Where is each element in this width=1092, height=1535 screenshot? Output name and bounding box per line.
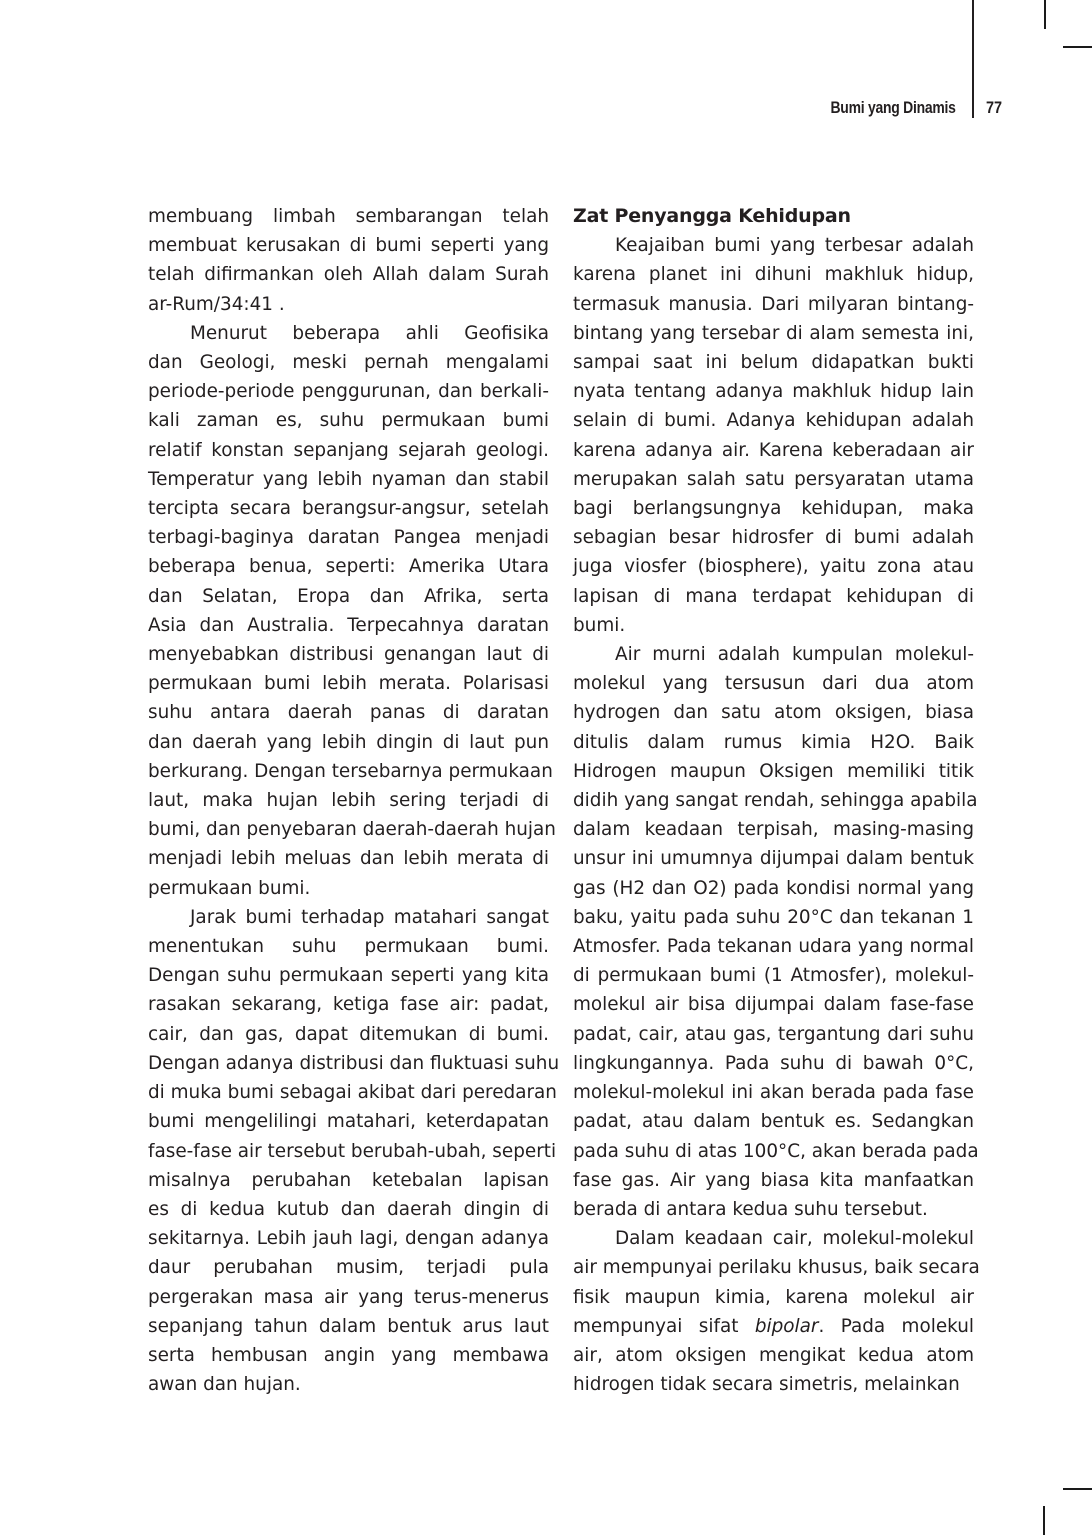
right-column <box>573 202 980 1399</box>
paragraph <box>148 903 560 1399</box>
text-line: Menurut beberapa ahli Geofisika <box>190 322 549 344</box>
text-line: berada di antara kedua suhu tersebut. <box>573 1198 928 1220</box>
text-line: sekitarnya. Lebih jauh lagi, dengan adanya <box>148 1228 549 1250</box>
text-line: relatif konstan sepanjang sejarah geologi. <box>148 439 549 461</box>
text-line: daur perubahan musim, terjadi pula <box>148 1257 549 1279</box>
running-header <box>0 96 1092 126</box>
left-column <box>148 202 560 1399</box>
text-line: Asia dan Australia. Terpecahnya daratan <box>148 614 549 636</box>
text-line: nyata tentang adanya makhluk hidup lain <box>573 381 974 403</box>
text-line: menyebabkan distribusi genangan laut di <box>148 644 549 666</box>
text-line: menentukan suhu permukaan bumi. <box>148 936 549 958</box>
text-line: hydrogen dan satu atom oksigen, biasa <box>573 702 974 724</box>
text-line: dalam keadaan terpisah, masing-masing <box>573 819 974 841</box>
text-line: mempunyai sifat bipolar. Pada molekul <box>573 1315 974 1337</box>
text-line: sebagian besar hidrosfer di bumi adalah <box>573 527 974 549</box>
text-line: hidrogen tidak secara simetris, melainkan <box>573 1374 960 1396</box>
running-title: Bumi yang Dinamis <box>830 98 956 117</box>
text-line: karena adanya air. Karena keberadaan air <box>573 439 974 461</box>
text-line: merupakan salah satu persyaratan utama <box>573 468 974 490</box>
text-line: di muka bumi sebagai akibat dari peredaran <box>148 1082 557 1104</box>
text-line: serta hembusan angin yang membawa <box>148 1344 549 1366</box>
text-line: sepanjang tahun dalam bentuk arus laut <box>148 1315 549 1337</box>
crop-mark-top-horizontal <box>1063 46 1092 48</box>
italic-term: bipolar <box>754 1315 819 1337</box>
text-line: kali zaman es, suhu permukaan bumi <box>148 410 549 432</box>
text-line: terbagi-baginya daratan Pangea menjadi <box>148 527 549 549</box>
section-heading: Zat Penyangga Kehidupan <box>573 205 851 227</box>
text-line: padat, atau dalam bentuk es. Sedangkan <box>573 1111 974 1133</box>
text-line: air, atom oksigen mengikat kedua atom <box>573 1344 974 1366</box>
text-line: pergerakan masa air yang terus-menerus <box>148 1286 549 1308</box>
text-line: Keajaiban bumi yang terbesar adalah <box>615 235 974 257</box>
text-line: dan Selatan, Eropa dan Afrika, serta <box>148 585 549 607</box>
text-line: sampai saat ini belum didapatkan bukti <box>573 352 974 374</box>
text-line: laut, maka hujan lebih sering terjadi di <box>148 790 549 812</box>
text-line: pada suhu di atas 100°C, akan berada pada <box>573 1140 979 1162</box>
text-line: di permukaan bumi (1 Atmosfer), molekul- <box>573 965 974 987</box>
text-line: periode-periode penggurunan, dan berkali- <box>148 381 549 403</box>
text-line: didih yang sangat rendah, sehingga apabila <box>573 790 978 812</box>
paragraph <box>573 640 979 1224</box>
text-line: membuat kerusakan di bumi seperti yang <box>148 235 549 257</box>
text-line: tercipta secara berangsur-angsur, setelah <box>148 498 549 520</box>
text-line: awan dan hujan. <box>148 1374 301 1396</box>
text-line: bagi berlangsungnya kehidupan, maka <box>573 498 974 520</box>
text-line: baku, yaitu pada suhu 20°C dan tekanan 1 <box>573 906 974 928</box>
text-line: Dengan adanya distribusi dan fluktuasi suhu <box>148 1052 560 1074</box>
text-line: Hidrogen maupun Oksigen memiliki titik <box>573 760 974 782</box>
text-line: lapisan di mana terdapat kehidupan di <box>573 585 974 607</box>
text-line: fisik maupun kimia, karena molekul air <box>573 1286 974 1308</box>
text-line: gas (H2 dan O2) pada kondisi normal yang <box>573 877 974 899</box>
paragraph <box>148 202 549 319</box>
text-line: telah difirmankan oleh Allah dalam Surah <box>148 264 549 286</box>
text-line: molekul air bisa dijumpai dalam fase-fase <box>573 994 974 1016</box>
crop-mark-bottom-horizontal <box>1063 1488 1092 1490</box>
text-line: membuang limbah sembarangan telah <box>148 206 549 227</box>
text-line: berkurang. Dengan tersebarnya permukaan <box>148 760 553 782</box>
text-line: fase gas. Air yang biasa kita manfaatkan <box>573 1169 974 1191</box>
text-line: bumi. <box>573 614 626 636</box>
text-line: Jarak bumi terhadap matahari sangat <box>190 906 549 928</box>
text-line: menjadi lebih meluas dan lebih merata di <box>148 848 549 870</box>
text-line: lingkungannya. Pada suhu di bawah 0°C, <box>573 1052 974 1074</box>
text-line: dan Geologi, meski pernah mengalami <box>148 352 549 374</box>
text-line: Dalam keadaan cair, molekul-molekul <box>615 1228 974 1250</box>
crop-mark-top-vertical <box>1044 0 1046 29</box>
text-line: permukaan bumi. <box>148 877 311 899</box>
text-line: Temperatur yang lebih nyaman dan stabil <box>148 468 549 490</box>
header-divider <box>972 0 974 118</box>
paragraph <box>573 231 974 640</box>
text-line: dan daerah yang lebih dingin di laut pun <box>148 731 549 753</box>
text-line: misalnya perubahan ketebalan lapisan <box>148 1169 549 1191</box>
text-line: Dengan suhu permukaan seperti yang kita <box>148 965 549 987</box>
text-line: termasuk manusia. Dari milyaran bintang- <box>573 293 974 315</box>
text-line: fase-fase air tersebut berubah-ubah, seperti <box>148 1140 557 1162</box>
text-line: rasakan sekarang, ketiga fase air: padat, <box>148 994 549 1016</box>
text-line: beberapa benua, seperti: Amerika Utara <box>148 556 549 578</box>
text-line: cair, dan gas, dapat ditemukan di bumi. <box>148 1023 549 1045</box>
text-line: bumi, dan penyebaran daerah-daerah hujan <box>148 819 556 841</box>
page-number: 77 <box>986 98 1003 117</box>
text-line: molekul-molekul ini akan berada pada fase <box>573 1082 974 1104</box>
text-line: air mempunyai perilaku khusus, baik secara <box>573 1257 980 1279</box>
text-line: Atmosfer. Pada tekanan udara yang normal <box>573 936 974 958</box>
text-line: selain di bumi. Adanya kehidupan adalah <box>573 410 974 432</box>
text-line: permukaan bumi lebih merata. Polarisasi <box>148 673 549 695</box>
text-line: ditulis dalam rumus kimia H2O. Baik <box>573 731 974 753</box>
text-line: molekul yang tersusun dari dua atom <box>573 673 974 695</box>
text-line: karena planet ini dihuni makhluk hidup, <box>573 264 974 286</box>
text-line: ar-Rum/34:41 . <box>148 293 285 315</box>
text-line: padat, cair, atau gas, tergantung dari suhu <box>573 1023 974 1045</box>
text-line: bumi mengelilingi matahari, keterdapatan <box>148 1111 549 1133</box>
paragraph <box>148 319 556 903</box>
paragraph <box>573 1224 980 1399</box>
text-line: juga viosfer (biosphere), yaitu zona atau <box>573 556 974 578</box>
crop-mark-bottom-vertical <box>1043 1506 1045 1535</box>
text-line: suhu antara daerah panas di daratan <box>148 702 549 724</box>
text-line: es di kedua kutub dan daerah dingin di <box>148 1198 549 1220</box>
text-line: bintang yang tersebar di alam semesta ini, <box>573 322 974 344</box>
text-line: unsur ini umumnya dijumpai dalam bentuk <box>573 848 974 870</box>
text-line: Air murni adalah kumpulan molekul- <box>615 644 974 666</box>
